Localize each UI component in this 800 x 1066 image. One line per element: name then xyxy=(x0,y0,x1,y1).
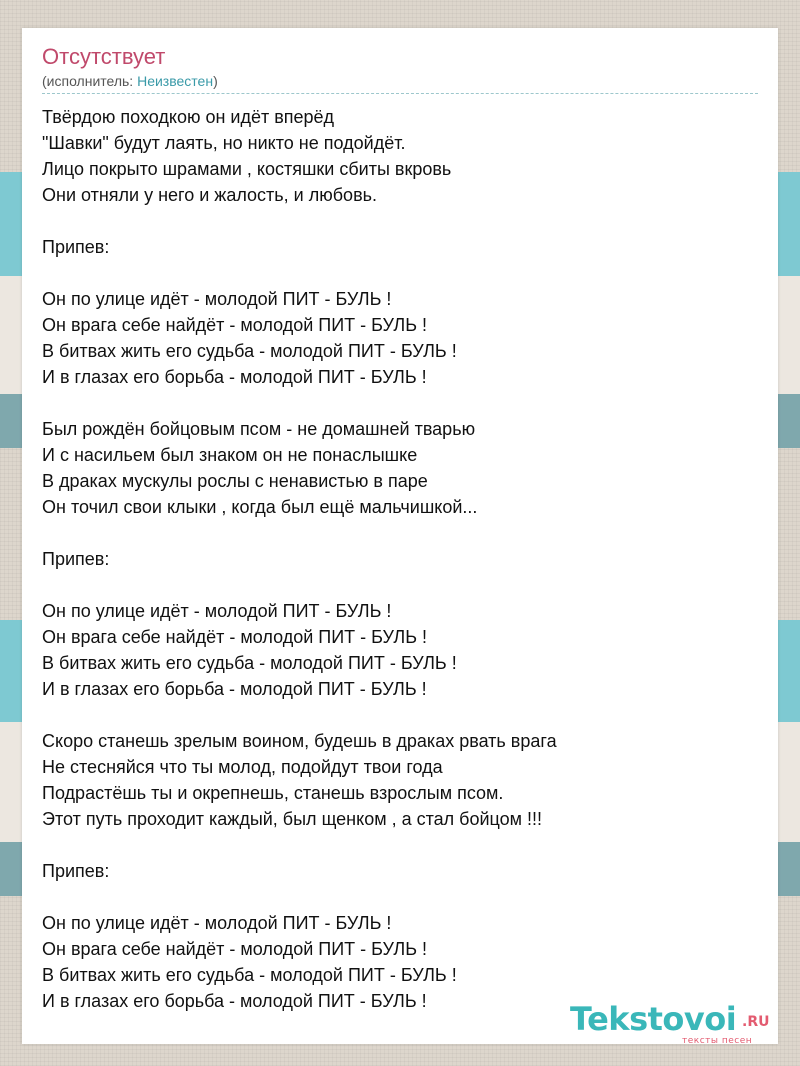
lyric-line: В битвах жить его судьба - молодой ПИТ - БУЛЬ ! xyxy=(42,653,457,673)
logo-name: Tekstovoi xyxy=(570,1000,737,1038)
lyric-line: Припев: xyxy=(42,861,110,881)
lyric-line: Этот путь проходит каждый, был щенком , а стал бойцом !!! xyxy=(42,809,543,829)
artist-prefix: (исполнитель: xyxy=(42,73,138,89)
lyric-line: Они отняли у него и жалость, и любовь. xyxy=(42,185,378,205)
lyric-line: Припев: xyxy=(42,549,110,569)
artist-suffix: ) xyxy=(213,73,218,89)
lyric-line: И в глазах его борьба - молодой ПИТ - БУЛЬ ! xyxy=(42,367,427,387)
lyric-line: Лицо покрыто шрамами , костяшки сбиты вкровь xyxy=(42,159,452,179)
site-logo[interactable] xyxy=(570,1000,780,1050)
lyric-line: Припев: xyxy=(42,237,110,257)
lyric-line xyxy=(42,390,758,416)
lyric-line: Скоро станешь зрелым воином, будешь в драках рвать врага xyxy=(42,731,557,751)
lyric-line: Не стесняйся что ты молод, подойдут твои года xyxy=(42,757,443,777)
lyric-line: И в глазах его борьба - молодой ПИТ - БУЛЬ ! xyxy=(42,679,427,699)
artist-link[interactable]: Неизвестен xyxy=(137,73,214,89)
lyric-line: В драках мускулы рослы с ненавистью в паре xyxy=(42,471,428,491)
lyric-line: "Шавки" будут лаять, но никто не подойдёт. xyxy=(42,133,406,153)
lyric-line: И с насильем был знаком он не понаслышке xyxy=(42,445,418,465)
lyric-line: Он врага себе найдёт - молодой ПИТ - БУЛЬ ! xyxy=(42,939,428,959)
title-divider xyxy=(42,93,758,94)
lyric-line: Он по улице идёт - молодой ПИТ - БУЛЬ ! xyxy=(42,289,392,309)
lyrics-card xyxy=(22,28,778,1044)
logo-tld: .RU xyxy=(742,1014,770,1030)
lyric-line: Он по улице идёт - молодой ПИТ - БУЛЬ ! xyxy=(42,913,392,933)
lyric-line: Был рождён бойцовым псом - не домашней тварью xyxy=(42,419,476,439)
lyric-line xyxy=(42,520,758,546)
lyric-line xyxy=(42,208,758,234)
lyric-line xyxy=(42,260,758,286)
lyric-line: Он врага себе найдёт - молодой ПИТ - БУЛЬ ! xyxy=(42,315,428,335)
lyric-line: И в глазах его борьба - молодой ПИТ - БУЛЬ ! xyxy=(42,991,427,1011)
lyric-line: В битвах жить его судьба - молодой ПИТ - БУЛЬ ! xyxy=(42,965,457,985)
lyric-line: Он по улице идёт - молодой ПИТ - БУЛЬ ! xyxy=(42,601,392,621)
lyric-line: Он врага себе найдёт - молодой ПИТ - БУЛЬ ! xyxy=(42,627,428,647)
lyric-line xyxy=(42,832,758,858)
logo-tagline: тексты песен xyxy=(682,1036,753,1046)
lyric-line xyxy=(42,702,758,728)
lyric-line: Твёрдою походкою он идёт вперёд xyxy=(42,107,335,127)
song-title: Отсутствует xyxy=(42,44,166,69)
song-artist-line xyxy=(42,73,218,89)
lyric-line: В битвах жить его судьба - молодой ПИТ - БУЛЬ ! xyxy=(42,341,457,361)
lyric-line: Он точил свои клыки , когда был ещё мальчишкой... xyxy=(42,497,478,517)
lyric-line xyxy=(42,884,758,910)
lyric-line xyxy=(42,572,758,598)
lyrics-body xyxy=(42,104,758,1014)
lyric-line: Подрастёшь ты и окрепнешь, станешь взрослым псом. xyxy=(42,783,504,803)
